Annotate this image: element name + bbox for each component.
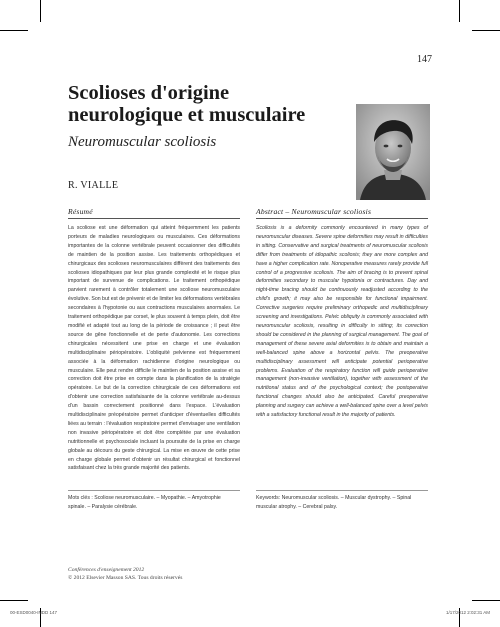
resume-heading: Résumé	[68, 207, 240, 219]
author-name: R. VIALLE	[68, 180, 119, 191]
footer-copyright: © 2012 Elsevier Masson SAS. Tous droits réservés	[68, 575, 183, 582]
keywords-en: Keywords: Neuromuscular scoliosis. – Muscular dystrophy. – Spinal muscular atrophy. – Cerebral palsy.	[256, 495, 412, 510]
crop-mark	[0, 600, 28, 601]
keywords-divider	[256, 490, 428, 491]
abstract-text: Scoliosis is a deformity commonly encountered in many types of neuromuscular diseases. Severe spine deformities may result in difficulties in sitting. Conservative and surgical treatments of neuromuscular scoliosis differ from treatments of idiopathic scoliosis; they are more complex and have a higher complication rate. Nonoperative measures rarely provide full control of a progressive scoliosis. The aim of bracing is to prevent spinal deformities secondary to muscular hypotonia or contractures. Day and night-time bracing should be continuously readjusted according to the child's growth; it may also be responsible for functional impairment. Corrective surgeries require preliminary orthopedic and multidisciplinary screening and investigations. Pelvic obliquity is commonly associated with neuromuscular scoliosis, resulting in difficulty in sitting; its correction should be considered in the planning of surgical management. The goal of management of these severe axial deformities is to obtain and maintain a well-balanced spine above a horizontal pelvis. The preoperative multidisciplinary assessment will anticipate potential perioperative problems. Evaluation of the respiratory function will guide perioperative management (non-invasive ventilation), together with assessment of the nutritional status and of the psychological context; the postoperative functional changes should also be anticipated. Careful preoperative planning and surgery can achieve a well-balanced spine over a level pelvis with a satisfactory functional result in the majority of patients.	[256, 225, 428, 419]
footer-conference: Conférences d'enseignement 2012	[68, 567, 145, 573]
crop-mark	[472, 600, 500, 601]
resume-text: La scoliose est une déformation qui atteint fréquemment les patients porteurs de maladies neurologiques ou musculaires. Ces déformations importantes de la colonne vertébrale peuvent occasionner des difficultés de maintien de la position assise. Les traitements orthopédiques et chirurgicaux des scolioses neuromusculaires diffèrent des traitements des scolioses idiopathiques par leur plus grande complexité et le risque plus important de survenue de complications. Le traitement orthopédique parvient rarement à contrôler totalement une scoliose neuromusculaire évolutive. Son but est de prévenir et de limiter les déformations vertébrales secondaires à l'hypotonie ou aux contractions musculaires anormales. Le traitement orthopédique par corset, le plus souvent à temps plein, doit être modifié et adapté tout au long de la période de croissance ; il peut être source de gêne fonctionnelle et de perte d'autonomie. Les corrections chirurgicales nécessitent une prise en charge et une évaluation multidisciplinaire périopératoire. L'obliquité pelvienne est fréquemment associée à la déformation rachidienne d'origine neurologique ou musculaire. Elle peut rendre difficile le maintien de la position assise et sa correction doit être prise en compte dans la planification de la stratégie opératoire. Le but de la correction chirurgicale de ces déformations est d'obtenir une correction satisfaisante de la colonne vertébrale au-dessus d'un bassin correctement positionné dans l'espace. L'évaluation multidisciplinaire préopératoire permet d'anticiper d'éventuelles difficultés liées au terrain : l'évaluation respiratoire permet d'envisager une ventilation non invasive périopératoire et doit être complétée par une évaluation nutritionnelle et psychosociale incluant la poursuite de la prise en charge globale au décours du geste chirurgical. La mise en œuvre de cette prise en charge globale permet d'obtenir un résultat chirurgical et fonctionnel satisfaisant chez la très grande majorité des patients.	[68, 225, 240, 472]
crop-mark	[472, 30, 500, 31]
article-title: Scolioses d'origine neurologique et musculaire	[68, 82, 306, 126]
print-slug	[10, 610, 490, 615]
keywords-divider	[68, 490, 240, 491]
author-photo	[356, 104, 430, 200]
crop-mark	[0, 30, 28, 31]
slug-date: 1/17/2012 2:02:31 AM	[445, 610, 490, 615]
resume-column	[68, 195, 240, 473]
crop-mark	[40, 0, 41, 22]
keywords-fr: Mots clés : Scoliose neuromusculaire. – Myopathie. – Amyotrophie spinale. – Paralysie cérébrale.	[68, 495, 221, 510]
portrait-image	[356, 104, 430, 200]
footer	[68, 566, 182, 583]
page-number: 147	[417, 54, 432, 65]
slug-file: 00-ESD0040-INDD 147	[10, 610, 58, 615]
article-subtitle: Neuromuscular scoliosis	[68, 134, 217, 150]
abstract-heading: Abstract – Neuromuscular scoliosis	[256, 207, 428, 219]
crop-mark	[459, 0, 460, 22]
abstract-column	[256, 195, 428, 420]
